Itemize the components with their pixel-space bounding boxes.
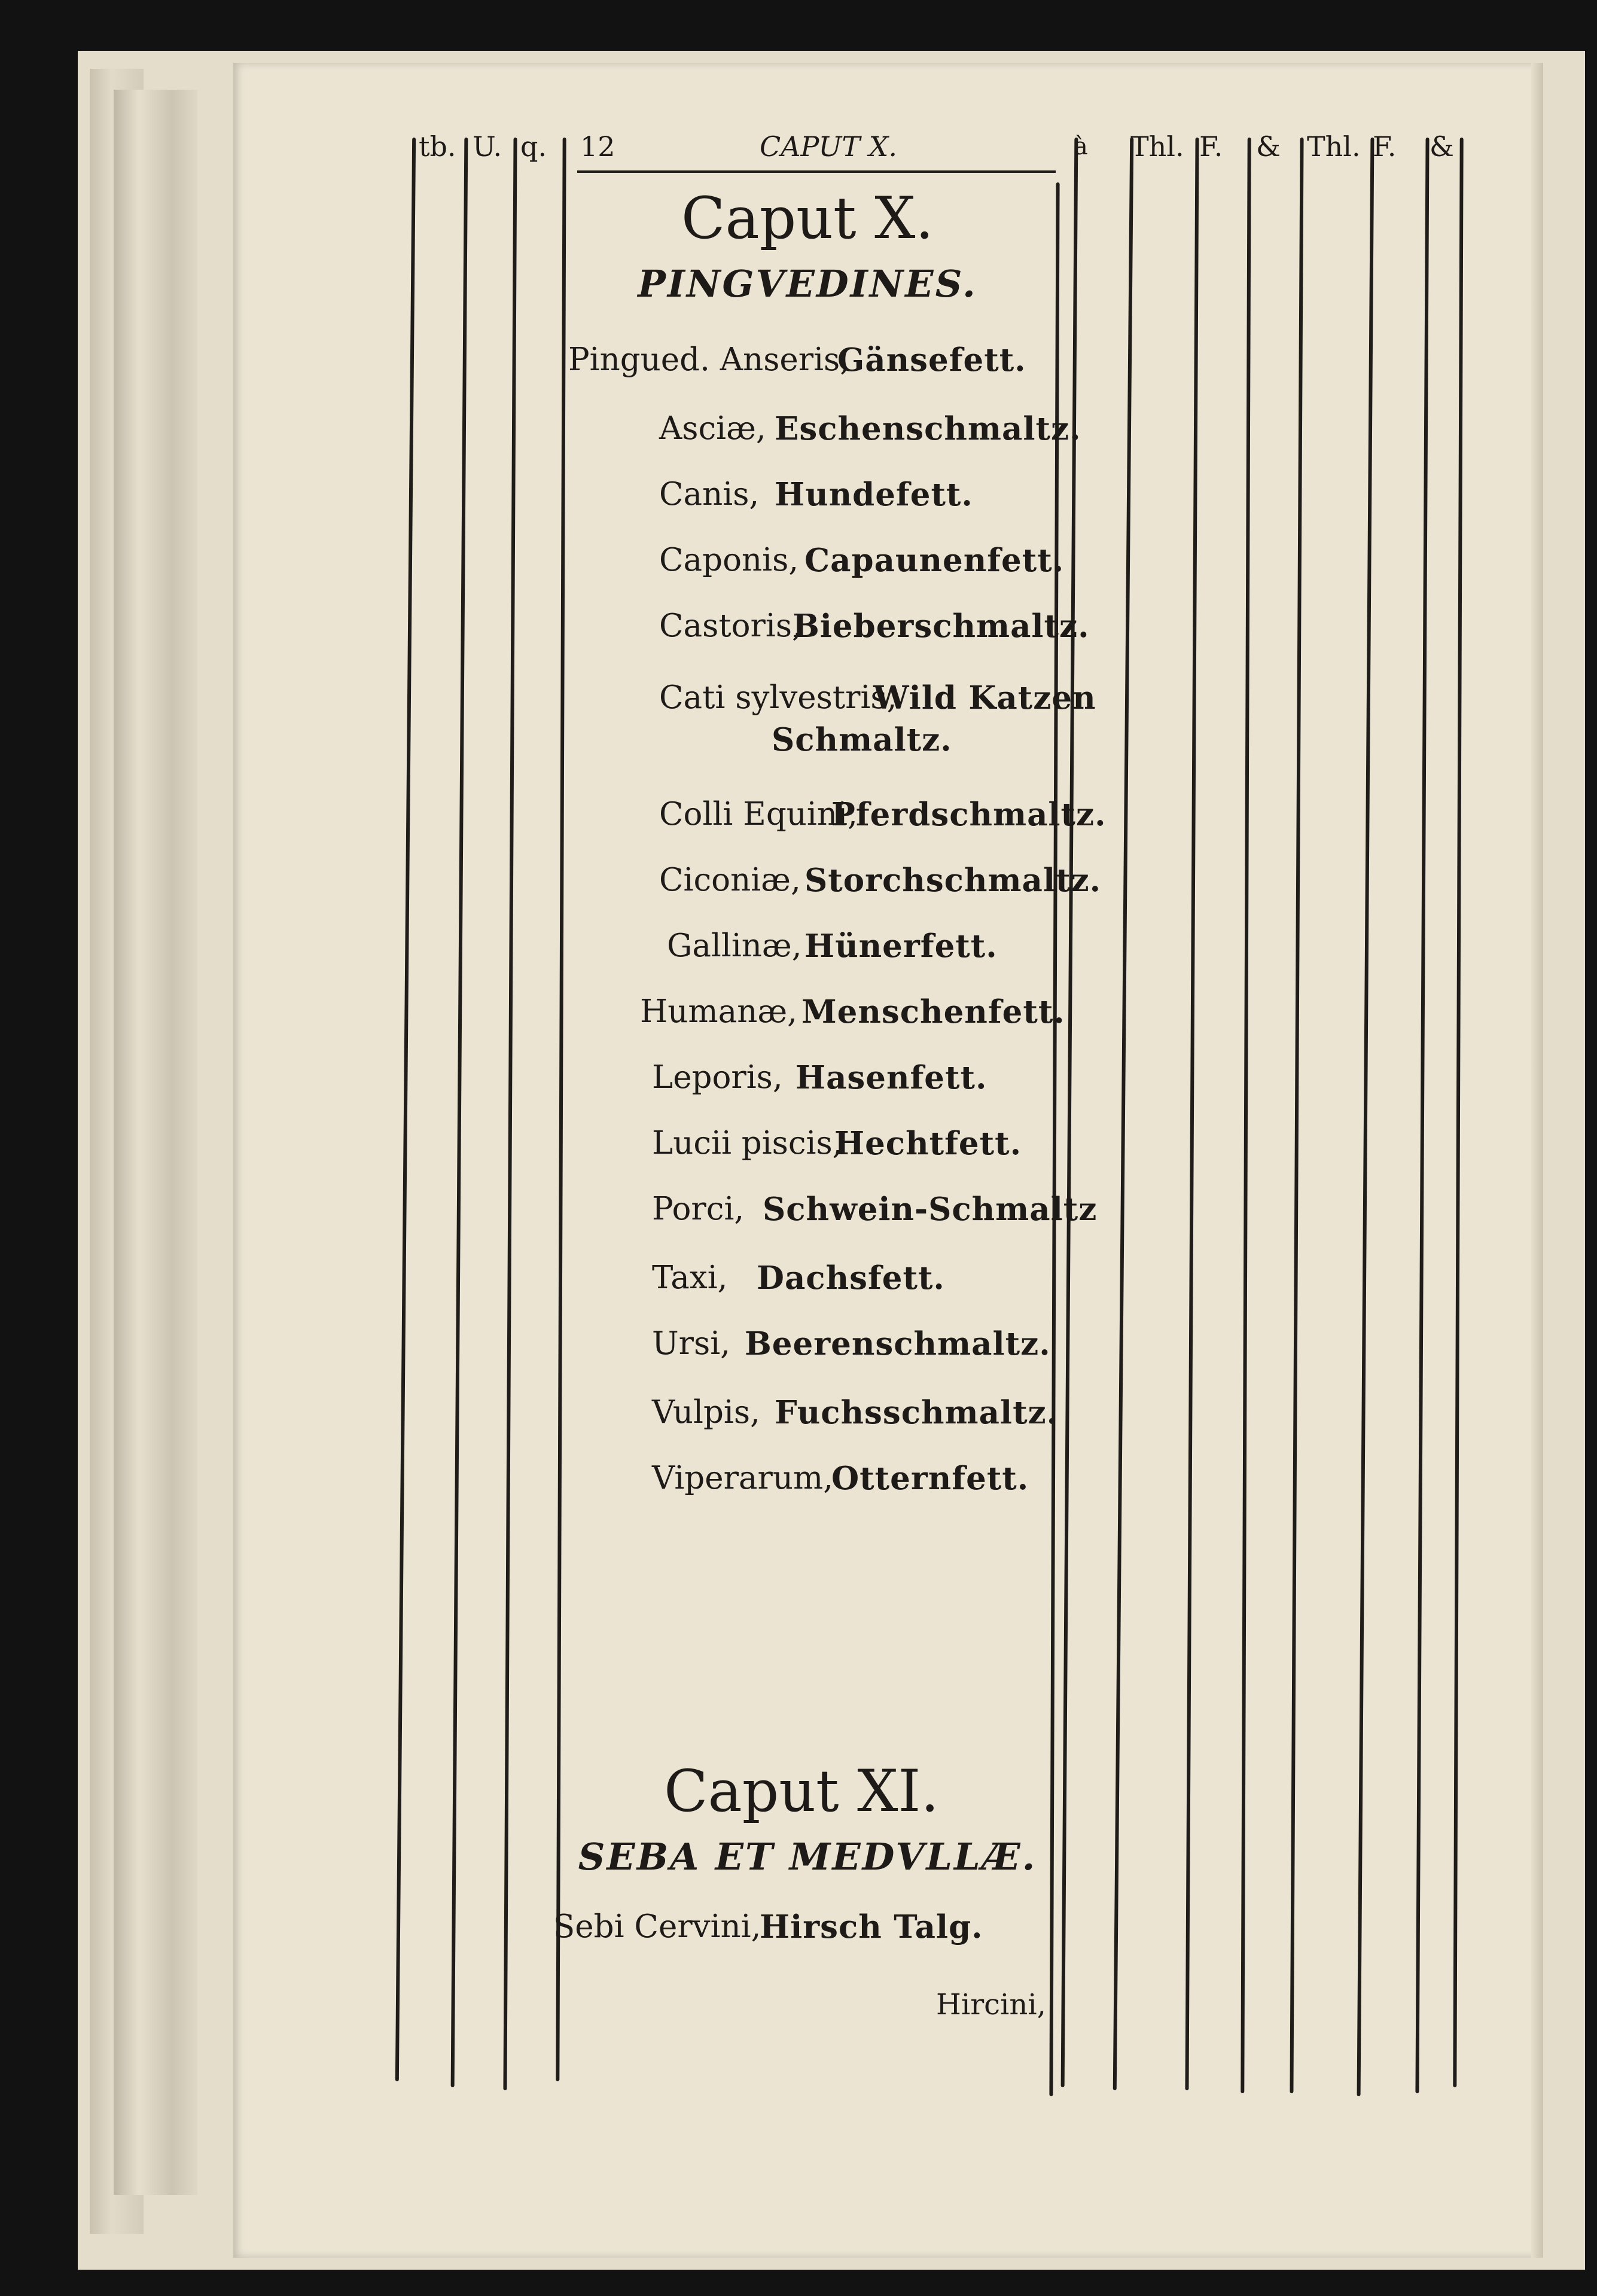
entry-german: Fuchsschmaltz. bbox=[775, 1394, 1059, 1431]
column-rule bbox=[1113, 138, 1133, 2090]
column-label-a: à bbox=[1074, 133, 1088, 160]
column-rule bbox=[1185, 138, 1199, 2090]
column-label-heller: & bbox=[1256, 130, 1281, 163]
entry-german: Pferdschmaltz. bbox=[831, 796, 1107, 833]
entry-german: Wild Katzen bbox=[873, 679, 1096, 716]
entry-german: Hasenfett. bbox=[796, 1059, 988, 1096]
entry-german: Eschenschmaltz. bbox=[775, 410, 1081, 447]
page-number: 12 bbox=[580, 130, 615, 163]
column-label-pounds: tb. bbox=[419, 130, 456, 163]
entry-german: Gänsefett. bbox=[837, 341, 1026, 379]
column-rule bbox=[1415, 138, 1429, 2093]
column-rule bbox=[1290, 138, 1303, 2093]
entry-latin: Ciconiæ, bbox=[659, 862, 801, 898]
column-rule bbox=[1453, 138, 1463, 2087]
entry-german-continuation: Schmaltz. bbox=[772, 721, 952, 758]
entry-latin: Caponis, bbox=[659, 542, 799, 578]
catchword: Hircini, bbox=[936, 1988, 1046, 2021]
column-label-thaler: Thl. bbox=[1130, 130, 1184, 163]
entry-german: Hirsch Talg. bbox=[760, 1908, 983, 1946]
column-rule bbox=[1241, 138, 1251, 2093]
entry-german: Bieberschmaltz. bbox=[793, 608, 1090, 645]
entry-latin: Colli Equini, bbox=[659, 796, 858, 833]
entry-german: Dachsfett. bbox=[757, 1260, 945, 1297]
entry-latin: Leporis, bbox=[652, 1059, 783, 1096]
column-label-quentchen: q. bbox=[520, 130, 547, 163]
entry-latin: Pingued. Anseris, bbox=[568, 341, 851, 378]
book-page bbox=[233, 63, 1543, 2258]
entry-latin: Taxi, bbox=[652, 1260, 728, 1296]
chapter-10-subtitle: PINGVEDINES. bbox=[638, 262, 977, 306]
entry-german: Menschenfett. bbox=[801, 993, 1065, 1030]
entry-latin: Gallinæ, bbox=[667, 928, 802, 964]
entry-latin: Porci, bbox=[652, 1191, 745, 1227]
entry-german: Hechtfett. bbox=[834, 1125, 1022, 1162]
column-rule bbox=[503, 138, 517, 2090]
entry-latin: Lucii piscis, bbox=[652, 1125, 843, 1161]
entry-german: Schwein-Schmaltz bbox=[763, 1191, 1098, 1228]
running-head: CAPUT X. bbox=[760, 130, 897, 163]
column-label-ounces: U. bbox=[473, 130, 502, 163]
column-label-kreuzer-2: F. bbox=[1373, 130, 1397, 163]
entry-german: Capaunenfett. bbox=[804, 542, 1065, 579]
column-rule bbox=[556, 138, 566, 2081]
column-rule bbox=[1357, 138, 1374, 2096]
entry-latin: Ursi, bbox=[652, 1325, 730, 1362]
column-rule bbox=[451, 138, 468, 2087]
entry-latin: Asciæ, bbox=[659, 410, 766, 447]
entry-latin: Canis, bbox=[659, 476, 760, 513]
entry-latin: Cati sylvestris, bbox=[659, 679, 897, 716]
entry-latin: Viperarum, bbox=[652, 1460, 834, 1496]
header-rule bbox=[577, 170, 1056, 173]
entry-latin: Sebi Cervini, bbox=[553, 1908, 761, 1945]
chapter-11-subtitle: SEBA ET MEDVLLÆ. bbox=[578, 1835, 1037, 1879]
entry-german: Beerenschmaltz. bbox=[745, 1325, 1051, 1362]
entry-german: Hünerfett. bbox=[804, 928, 998, 965]
entry-german: Hundefett. bbox=[775, 476, 973, 513]
chapter-11-title: Caput XI. bbox=[664, 1758, 939, 1825]
column-label-thaler-2: Thl. bbox=[1307, 130, 1361, 163]
chapter-10-title: Caput X. bbox=[681, 185, 934, 252]
entry-latin: Humanæ, bbox=[640, 993, 798, 1030]
column-label-heller-2: & bbox=[1430, 130, 1454, 163]
entry-german: Storchschmaltz. bbox=[804, 862, 1102, 899]
book-page-edges-inner bbox=[114, 90, 197, 2195]
entry-latin: Castoris, bbox=[659, 608, 802, 644]
column-label-kreuzer: F. bbox=[1199, 130, 1223, 163]
column-rule bbox=[395, 138, 416, 2081]
column-rule bbox=[1049, 182, 1059, 2096]
entry-latin: Vulpis, bbox=[652, 1394, 760, 1431]
entry-german: Otternfett. bbox=[831, 1460, 1029, 1497]
